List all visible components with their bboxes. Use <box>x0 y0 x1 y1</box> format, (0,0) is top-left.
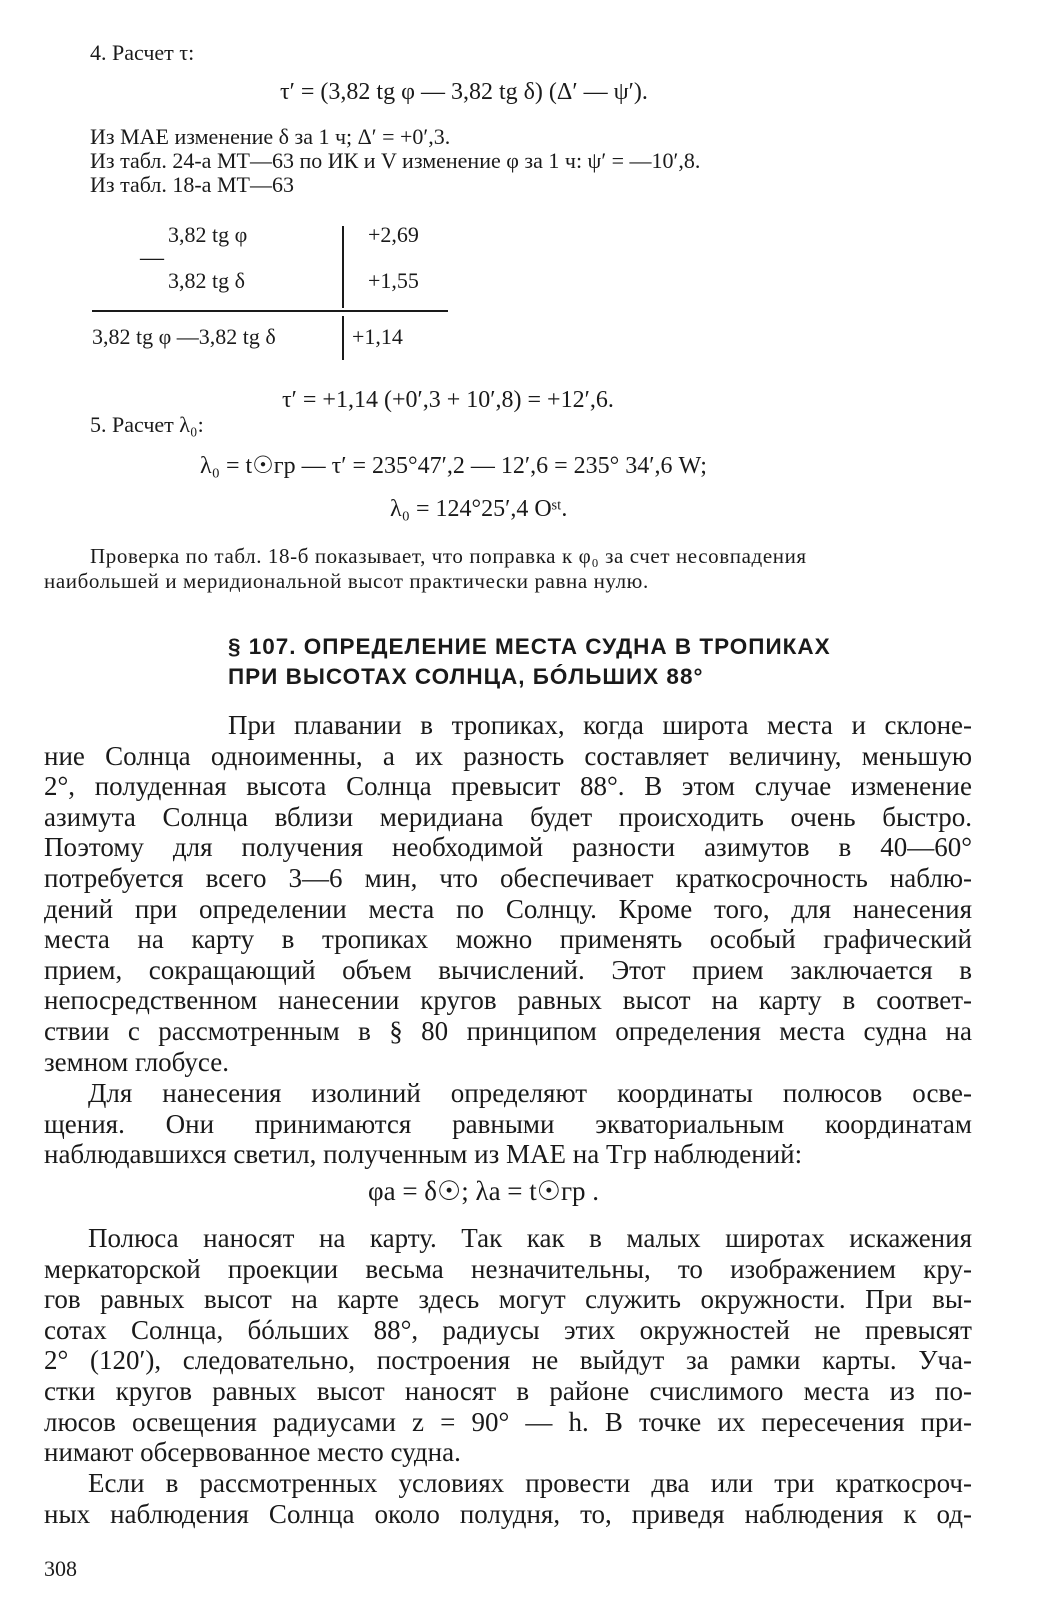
paragraph-3-line: люсов освещения радиусами z = 90° — h. В точке их пересечения при- <box>44 1406 972 1437</box>
paragraph-1-line: потребуется всего 3—6 мин, что обеспечивает краткосрочность наблю- <box>44 862 972 893</box>
paragraph-1-line: Поэтому для получения необходимой разности азимутов в 40—60° <box>44 832 972 863</box>
table-result-value: +1,14 <box>352 324 403 349</box>
paragraph-1-line: земном глобусе. <box>44 1046 229 1077</box>
table-row-label-2: 3,82 tg δ <box>168 268 245 293</box>
paragraph-3-line: Полюса наносят на карту. Так как в малых широтах искажения <box>88 1223 972 1253</box>
section-heading-line-2: ПРИ ВЫСОТАХ СОЛНЦА, БÓЛЬШИХ 88° <box>228 664 704 689</box>
paragraph-3-line: 2° (120′), следовательно, построения не выйдут за рамки карты. Уча- <box>44 1345 972 1376</box>
paragraph-1 <box>44 710 972 1077</box>
paragraph-1-line: прием, сокращающий объем вычислений. Этот прием заключается в <box>44 954 972 985</box>
paragraph-1-line: ствии с рассмотренным в § 80 принципом определения места судна на <box>44 1015 972 1046</box>
step4-line-1: Из МАЕ изменение δ за 1 ч; Δ′ = +0′,3. <box>90 124 451 149</box>
paragraph-1-line: непосредственном нанесении кругов равных высот на карту в соответ- <box>44 985 972 1016</box>
paragraph-3-line: гов равных высот на карте здесь могут служить окружности. При вы- <box>44 1284 972 1315</box>
step5-title: 5. Расчет λ₀: <box>90 412 204 437</box>
paragraph-1-line: 2°, полуденная высота Солнца превысит 88°. В этом случае изменение <box>44 771 972 802</box>
table-result-label: 3,82 tg φ —3,82 tg δ <box>92 324 276 349</box>
lambda-formula-1: λ₀ = t☉гр — τ′ = 235°47′,2 — 12′,6 = 235° 34′,6 W; <box>200 453 707 479</box>
paragraph-3-line: стки кругов равных высот наносят в районе счислимого места из по- <box>44 1375 972 1406</box>
section-heading-line-1: § 107. ОПРЕДЕЛЕНИЕ МЕСТА СУДНА В ТРОПИКАХ <box>228 634 831 659</box>
paragraph-1-line: места на карту в тропиках можно применять особый графический <box>44 924 972 955</box>
step4-line-3: Из табл. 18-а МТ—63 <box>90 172 294 197</box>
table-vline-bottom <box>342 316 344 360</box>
table-minus-sign: — <box>140 245 164 271</box>
paragraph-2-line: наблюдавшихся светил, полученным из МАЕ на Tгр наблюдений: <box>44 1139 803 1170</box>
tau-formula: τ′ = (3,82 tg φ — 3,82 tg δ) (Δ′ — ψ′). <box>280 79 648 105</box>
table-row-label-1: 3,82 tg φ <box>168 222 248 247</box>
step4-line-2: Из табл. 24-а МТ—63 по ИК и V изменение φ за 1 ч: ψ′ = —10′,8. <box>90 148 701 173</box>
paragraph-4-line: Если в рассмотренных условиях провести два или три краткосроч- <box>88 1468 972 1498</box>
paragraph-3-line: сотах Солнца, бóльших 88°, радиусы этих окружностей не превысят <box>44 1314 972 1345</box>
check-note-line-1: Проверка по табл. 18-б показывает, что поправка к φ₀ за счет несовпадения <box>90 544 807 568</box>
paragraph-3 <box>44 1223 972 1468</box>
paragraph-2-line: щения. Они принимаются равными экваториальным координатам <box>44 1108 972 1139</box>
step4-title: 4. Расчет τ: <box>90 40 195 65</box>
paragraph-3-line: меркаторской проекции весьма незначительны, то изображением кру- <box>44 1253 972 1284</box>
page-number: 308 <box>44 1556 77 1581</box>
table-row-value-1: +2,69 <box>368 222 419 247</box>
paragraph-4-line: ных наблюдения Солнца около полудня, то, приведя наблюдения к од- <box>44 1498 972 1529</box>
paragraph-1-line: ние Солнца одноименны, а их разность составляет величину, меньшую <box>44 740 972 771</box>
paragraph-1-line: дений при определении места по Солнцу. Кроме того, для нанесения <box>44 893 972 924</box>
table-vline-top <box>342 226 344 308</box>
lambda-formula-2: λ₀ = 124°25′,4 Oˢᵗ. <box>390 496 568 522</box>
paragraph-3-line: нимают обсервованное место судна. <box>44 1437 461 1468</box>
tau-result: τ′ = +1,14 (+0′,3 + 10′,8) = +12′,6. <box>282 387 614 413</box>
paragraph-1-line: При плавании в тропиках, когда широта места и склоне- <box>228 710 972 740</box>
paragraph-4 <box>44 1468 972 1529</box>
paragraph-2 <box>44 1078 972 1170</box>
paragraph-2-line: Для нанесения изолиний определяют координаты полюсов осве- <box>88 1078 972 1108</box>
paragraph-1-line: азимута Солнца вблизи меридиана будет происходить очень быстро. <box>44 801 972 832</box>
poles-formula: φa = δ☉; λa = t☉гр . <box>368 1176 600 1206</box>
check-note-line-2: наибольшей и меридиональной высот практически равна нулю. <box>44 569 649 593</box>
table-row-value-2: +1,55 <box>368 268 419 293</box>
table-divider <box>92 310 448 312</box>
